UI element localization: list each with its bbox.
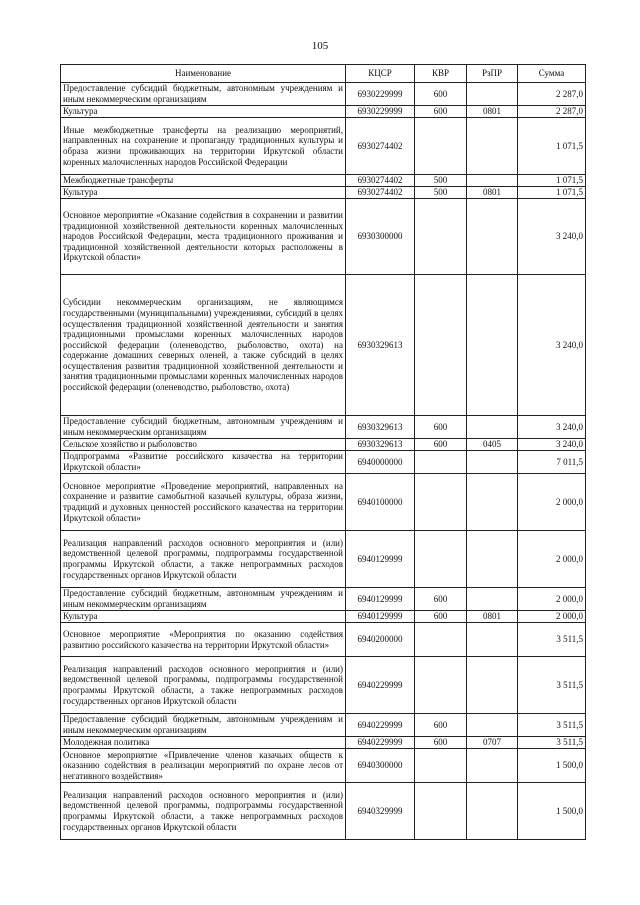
- row-rzpr: [467, 199, 518, 275]
- row-code: 6930229999: [346, 106, 415, 118]
- row-name: Культура: [61, 106, 346, 118]
- row-rzpr: [467, 175, 518, 187]
- row-sum: 3 511,5: [518, 714, 586, 737]
- row-name: Сельское хозяйство и рыболовство: [61, 439, 346, 451]
- row-name: Предоставление субсидий бюджетным, автономным учреждениям и иным некоммерческим организациям: [61, 588, 346, 611]
- row-kvr: 600: [415, 737, 467, 749]
- row-sum: 2 000,0: [518, 531, 586, 588]
- table-row: [61, 531, 586, 588]
- row-rzpr: [467, 588, 518, 611]
- row-name: Молодежная политика: [61, 737, 346, 749]
- row-code: 6930274402: [346, 118, 415, 175]
- row-sum: 2 000,0: [518, 611, 586, 623]
- row-sum: 3 240,0: [518, 199, 586, 275]
- row-code: 6930329613: [346, 275, 415, 416]
- row-sum: 3 511,5: [518, 737, 586, 749]
- row-code: 6930274402: [346, 187, 415, 199]
- row-kvr: 600: [415, 416, 467, 439]
- row-rzpr: [467, 474, 518, 531]
- row-sum: 1 500,0: [518, 783, 586, 840]
- row-rzpr: [467, 749, 518, 783]
- page-number: 105: [311, 40, 329, 52]
- row-rzpr: [467, 416, 518, 439]
- row-sum: 3 511,5: [518, 623, 586, 657]
- table-row: [61, 439, 586, 451]
- row-rzpr: 0405: [467, 439, 518, 451]
- row-code: 6930300000: [346, 199, 415, 275]
- row-name: Реализация направлений расходов основного мероприятия и (или) ведомственной целевой программы, подпрограммы государственной программы Иркутской области, а также непрограммных расходов государственных органов Иркутской области: [61, 783, 346, 840]
- row-kvr: 600: [415, 714, 467, 737]
- row-code: 6940000000: [346, 451, 415, 474]
- table-row: [61, 737, 586, 749]
- row-kvr: 600: [415, 106, 467, 118]
- header-code: КЦСР: [346, 65, 415, 83]
- row-rzpr: [467, 657, 518, 714]
- row-sum: 3 511,5: [518, 657, 586, 714]
- table-row: [61, 657, 586, 714]
- row-name: Иные межбюджетные трансферты на реализацию мероприятий, направленных на сохранение и пропаганду традиционных культуры и образа жизни проживающих на территории Иркутской области коренных малочисленных народов Российской Федерации: [61, 118, 346, 175]
- row-rzpr: 0707: [467, 737, 518, 749]
- row-code: 6940200000: [346, 623, 415, 657]
- table-row: [61, 623, 586, 657]
- row-kvr: [415, 531, 467, 588]
- row-sum: 1 071,5: [518, 118, 586, 175]
- row-sum: 2 000,0: [518, 588, 586, 611]
- row-kvr: [415, 783, 467, 840]
- table-row: [61, 275, 586, 416]
- row-name: Предоставление субсидий бюджетным, автономным учреждениям и иным некоммерческим организациям: [61, 714, 346, 737]
- table-row: [61, 783, 586, 840]
- row-sum: 2 287,0: [518, 106, 586, 118]
- row-sum: 7 011,5: [518, 451, 586, 474]
- header-name: Наименование: [61, 65, 346, 83]
- row-code: 6930274402: [346, 175, 415, 187]
- row-name: Основное мероприятие «Привлечение членов казачьих обществ к оказанию содействия в реализации мероприятий по охране лесов от негативного воздействия»: [61, 749, 346, 783]
- row-rzpr: 0801: [467, 106, 518, 118]
- table-row: [61, 106, 586, 118]
- table-row: [61, 199, 586, 275]
- table-row: [61, 451, 586, 474]
- row-sum: 1 500,0: [518, 749, 586, 783]
- budget-table: [60, 64, 586, 840]
- row-code: 6930329613: [346, 416, 415, 439]
- row-code: 6940300000: [346, 749, 415, 783]
- header-sum: Сумма: [518, 65, 586, 83]
- row-rzpr: [467, 118, 518, 175]
- row-sum: 3 240,0: [518, 439, 586, 451]
- header-rzpr: РзПР: [467, 65, 518, 83]
- table-row: [61, 118, 586, 175]
- row-name: Культура: [61, 611, 346, 623]
- row-rzpr: [467, 83, 518, 106]
- row-code: 6940229999: [346, 657, 415, 714]
- row-rzpr: [467, 531, 518, 588]
- row-kvr: 600: [415, 439, 467, 451]
- row-kvr: 500: [415, 175, 467, 187]
- row-name: Предоставление субсидий бюджетным, автономным учреждениям и иным некоммерческим организациям: [61, 83, 346, 106]
- row-code: 6940100000: [346, 474, 415, 531]
- table-row: [61, 83, 586, 106]
- row-rzpr: [467, 275, 518, 416]
- row-sum: 1 071,5: [518, 175, 586, 187]
- row-kvr: [415, 199, 467, 275]
- table-row: [61, 749, 586, 783]
- row-code: 6940129999: [346, 611, 415, 623]
- row-name: Основное мероприятие «Проведение мероприятий, направленных на сохранение и развитие самобытной казачьей культуры, образа жизни, традиций и духовных ценностей российского казачества на территории Иркутской области»: [61, 474, 346, 531]
- row-rzpr: [467, 623, 518, 657]
- row-name: Предоставление субсидий бюджетным, автономным учреждениям и иным некоммерческим организациям: [61, 416, 346, 439]
- table-row: [61, 474, 586, 531]
- row-kvr: [415, 657, 467, 714]
- row-rzpr: [467, 783, 518, 840]
- row-name: Основное мероприятие «Оказание содействия в сохранении и развитии традиционной хозяйственной деятельности коренных малочисленных народов Российской Федерации, места традиционного проживания и традиционной хозяйственной деятельности которых расположены в Иркутской области»: [61, 199, 346, 275]
- row-rzpr: 0801: [467, 611, 518, 623]
- row-sum: 2 000,0: [518, 474, 586, 531]
- row-sum: 1 071,5: [518, 187, 586, 199]
- row-code: 6940129999: [346, 588, 415, 611]
- header-kvr: КВР: [415, 65, 467, 83]
- row-code: 6940229999: [346, 714, 415, 737]
- row-kvr: [415, 474, 467, 531]
- row-sum: 2 287,0: [518, 83, 586, 106]
- row-kvr: 600: [415, 83, 467, 106]
- row-code: 6940229999: [346, 737, 415, 749]
- row-code: 6940329999: [346, 783, 415, 840]
- row-kvr: 600: [415, 611, 467, 623]
- row-name: Основное мероприятие «Мероприятия по оказанию содействия развитию российского казачества на территории Иркутской области»: [61, 623, 346, 657]
- row-kvr: 500: [415, 187, 467, 199]
- table-row: [61, 175, 586, 187]
- row-name: Межбюджетные трансферты: [61, 175, 346, 187]
- table-row: [61, 416, 586, 439]
- row-name: Субсидии некоммерческим организациям, не являющимся государственными (муниципальными) учреждениями, субсидий в целях осуществления традиционной хозяйственной деятельности и занятия традиционными промыслами коренных малочисленных народов российской федерации (оленеводство, рыболовство, охота) на содержание домашних северных оленей, а также субсидий в целях осуществления развития традиционной хозяйственной деятельности и занятия традиционными промыслами коренных малочисленных народов российской федерации (оленеводство, рыболовство, охота): [61, 275, 346, 416]
- row-name: Реализация направлений расходов основного мероприятия и (или) ведомственной целевой программы, подпрограммы государственной программы Иркутской области, а также непрограммных расходов государственных органов Иркутской области: [61, 531, 346, 588]
- row-rzpr: [467, 714, 518, 737]
- row-code: 6930329613: [346, 439, 415, 451]
- row-name: Подпрограмма «Развитие российского казачества на территории Иркутской области»: [61, 451, 346, 474]
- row-kvr: [415, 275, 467, 416]
- row-kvr: [415, 749, 467, 783]
- table-header-row: [61, 65, 586, 83]
- row-sum: 3 240,0: [518, 275, 586, 416]
- table-row: [61, 588, 586, 611]
- row-kvr: [415, 118, 467, 175]
- row-rzpr: 0801: [467, 187, 518, 199]
- table-row: [61, 714, 586, 737]
- row-code: 6930229999: [346, 83, 415, 106]
- row-kvr: 600: [415, 588, 467, 611]
- row-sum: 3 240,0: [518, 416, 586, 439]
- row-name: Культура: [61, 187, 346, 199]
- row-rzpr: [467, 451, 518, 474]
- table-row: [61, 611, 586, 623]
- row-kvr: [415, 623, 467, 657]
- table-row: [61, 187, 586, 199]
- row-name: Реализация направлений расходов основного мероприятия и (или) ведомственной целевой программы, подпрограммы государственной программы Иркутской области, а также непрограммных расходов государственных органов Иркутской области: [61, 657, 346, 714]
- row-code: 6940129999: [346, 531, 415, 588]
- row-kvr: [415, 451, 467, 474]
